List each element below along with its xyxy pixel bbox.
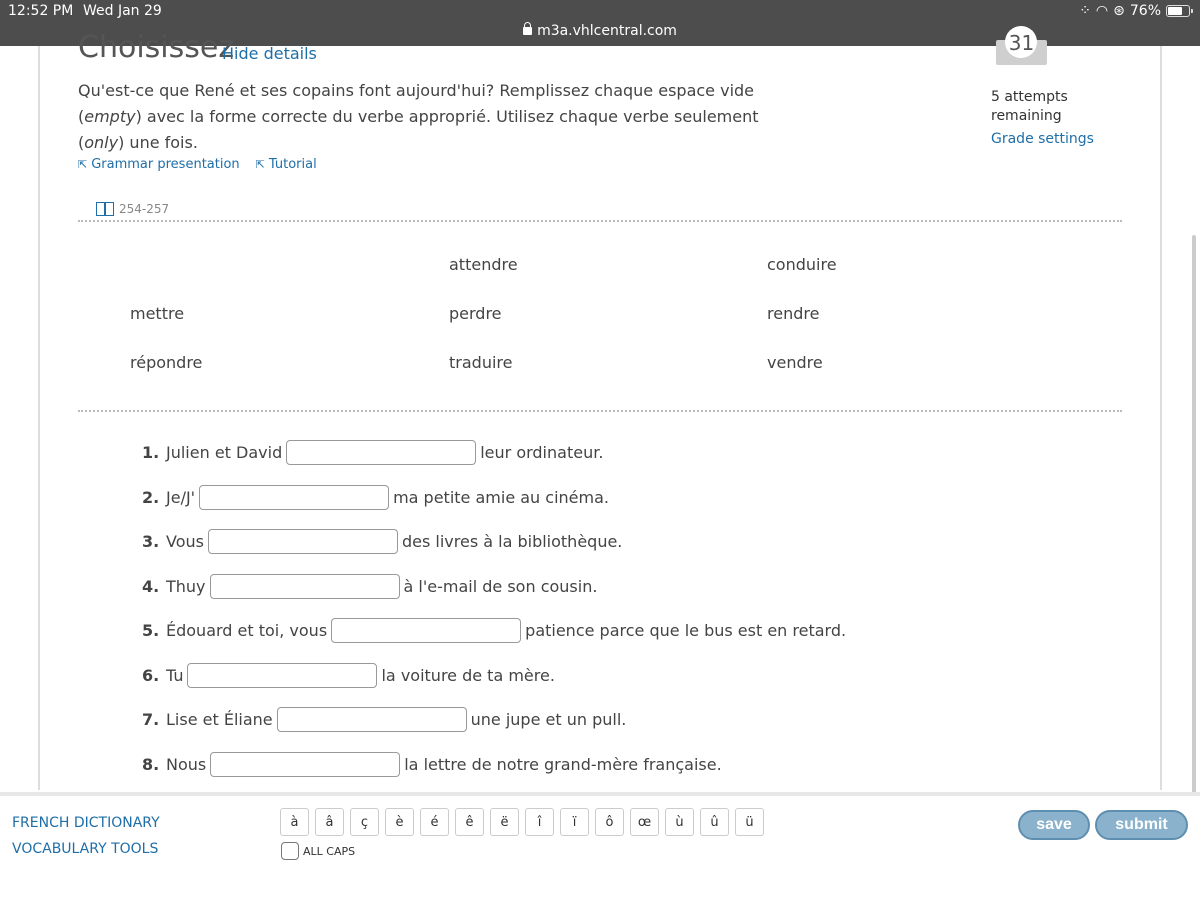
- word-bank-item: rendre: [767, 304, 820, 323]
- instructions: Qu'est-ce que René et ses copains font aujourd'hui? Remplissez chaque espace vide (empty) avec la forme correcte du verbe approprié. Utilisez chaque verbe seulement (only) une fois.: [78, 81, 759, 152]
- question-2: 2. Je/J' ma petite amie au cinéma.: [142, 483, 609, 511]
- all-caps-toggle[interactable]: [281, 842, 355, 860]
- accent-key[interactable]: é: [420, 808, 449, 836]
- submit-button[interactable]: submit: [1095, 810, 1188, 840]
- status-time: 12:52 PM: [8, 3, 74, 19]
- answer-input-6[interactable]: [187, 663, 377, 688]
- answer-input-3[interactable]: [208, 529, 398, 554]
- french-dictionary-link[interactable]: FRENCH DICTIONARY: [12, 815, 160, 831]
- status-indicators: [1079, 3, 1190, 19]
- question-7: 7. Lise et Éliane une jupe et un pull.: [142, 705, 626, 733]
- answer-input-7[interactable]: [277, 707, 467, 732]
- accent-key[interactable]: ï: [560, 808, 589, 836]
- accent-key[interactable]: à: [280, 808, 309, 836]
- save-button[interactable]: save: [1018, 810, 1090, 840]
- bottom-toolbar: [0, 792, 1200, 901]
- question-4: 4. Thuy à l'e-mail de son cousin.: [142, 572, 597, 600]
- grammar-presentation-link[interactable]: ⇱ Grammar presentation: [78, 157, 240, 172]
- score-badge: [996, 31, 1047, 65]
- hide-details-link[interactable]: Hide details: [222, 44, 317, 63]
- question-1: 1. Julien et David leur ordinateur.: [142, 438, 603, 466]
- vocabulary-tools-link[interactable]: VOCABULARY TOOLS: [12, 841, 159, 857]
- textbook-page-reference[interactable]: [96, 202, 169, 216]
- word-bank-item: traduire: [449, 353, 513, 372]
- word-bank-item: mettre: [130, 304, 185, 323]
- url-text: m3a.vhlcentral.com: [537, 23, 677, 39]
- page-title: Choisissez: [78, 30, 235, 65]
- reference-links: [78, 157, 317, 172]
- accent-key[interactable]: ê: [455, 808, 484, 836]
- accent-key[interactable]: œ: [630, 808, 659, 836]
- attempts-remaining: 5 attempts remaining: [991, 89, 1068, 124]
- word-bank-item: attendre: [449, 255, 518, 274]
- accent-keyboard: [280, 808, 764, 836]
- activity-icon: ⁘: [1079, 3, 1091, 19]
- accent-key[interactable]: è: [385, 808, 414, 836]
- external-arrow-icon: ⇱: [78, 158, 88, 171]
- orientation-lock-icon: ⊛: [1113, 3, 1125, 19]
- word-bank-item: répondre: [130, 353, 203, 372]
- answer-input-4[interactable]: [210, 574, 400, 599]
- accent-key[interactable]: â: [315, 808, 344, 836]
- external-arrow-icon: ⇱: [255, 158, 265, 171]
- all-caps-checkbox[interactable]: [281, 842, 299, 860]
- word-bank-item: vendre: [767, 353, 823, 372]
- tutorial-link[interactable]: ⇱ Tutorial: [255, 157, 317, 172]
- answer-input-2[interactable]: [199, 485, 389, 510]
- question-5: 5. Édouard et toi, vous patience parce que le bus est en retard.: [142, 616, 846, 644]
- accent-key[interactable]: ç: [350, 808, 379, 836]
- divider: [78, 220, 1122, 222]
- accent-key[interactable]: ü: [735, 808, 764, 836]
- word-bank-item: perdre: [449, 304, 502, 323]
- accent-key[interactable]: ô: [595, 808, 624, 836]
- word-bank-item: conduire: [767, 255, 837, 274]
- book-icon: [96, 202, 114, 216]
- lock-icon: [523, 27, 532, 35]
- battery-percent: 76%: [1129, 3, 1161, 19]
- accent-key[interactable]: ù: [665, 808, 694, 836]
- score-value: 31: [1008, 31, 1035, 55]
- answer-input-1[interactable]: [286, 440, 476, 465]
- question-6: 6. Tu la voiture de ta mère.: [142, 661, 555, 689]
- battery-icon: [1166, 5, 1190, 17]
- accent-key[interactable]: ë: [490, 808, 519, 836]
- status-date: Wed Jan 29: [83, 3, 162, 19]
- wifi-icon: ◠: [1095, 3, 1109, 19]
- question-3: 3. Vous des livres à la bibliothèque.: [142, 527, 622, 555]
- accent-key[interactable]: û: [700, 808, 729, 836]
- all-caps-label: ALL CAPS: [303, 844, 356, 858]
- page-range: 254-257: [119, 202, 170, 216]
- question-8: 8. Nous la lettre de notre grand-mère française.: [142, 750, 722, 778]
- answer-input-5[interactable]: [331, 618, 521, 643]
- grade-settings-link[interactable]: Grade settings: [991, 131, 1094, 147]
- divider: [78, 410, 1122, 412]
- answer-input-8[interactable]: [210, 752, 400, 777]
- scrollbar[interactable]: [1192, 235, 1196, 795]
- accent-key[interactable]: î: [525, 808, 554, 836]
- page-title-container: [78, 30, 235, 65]
